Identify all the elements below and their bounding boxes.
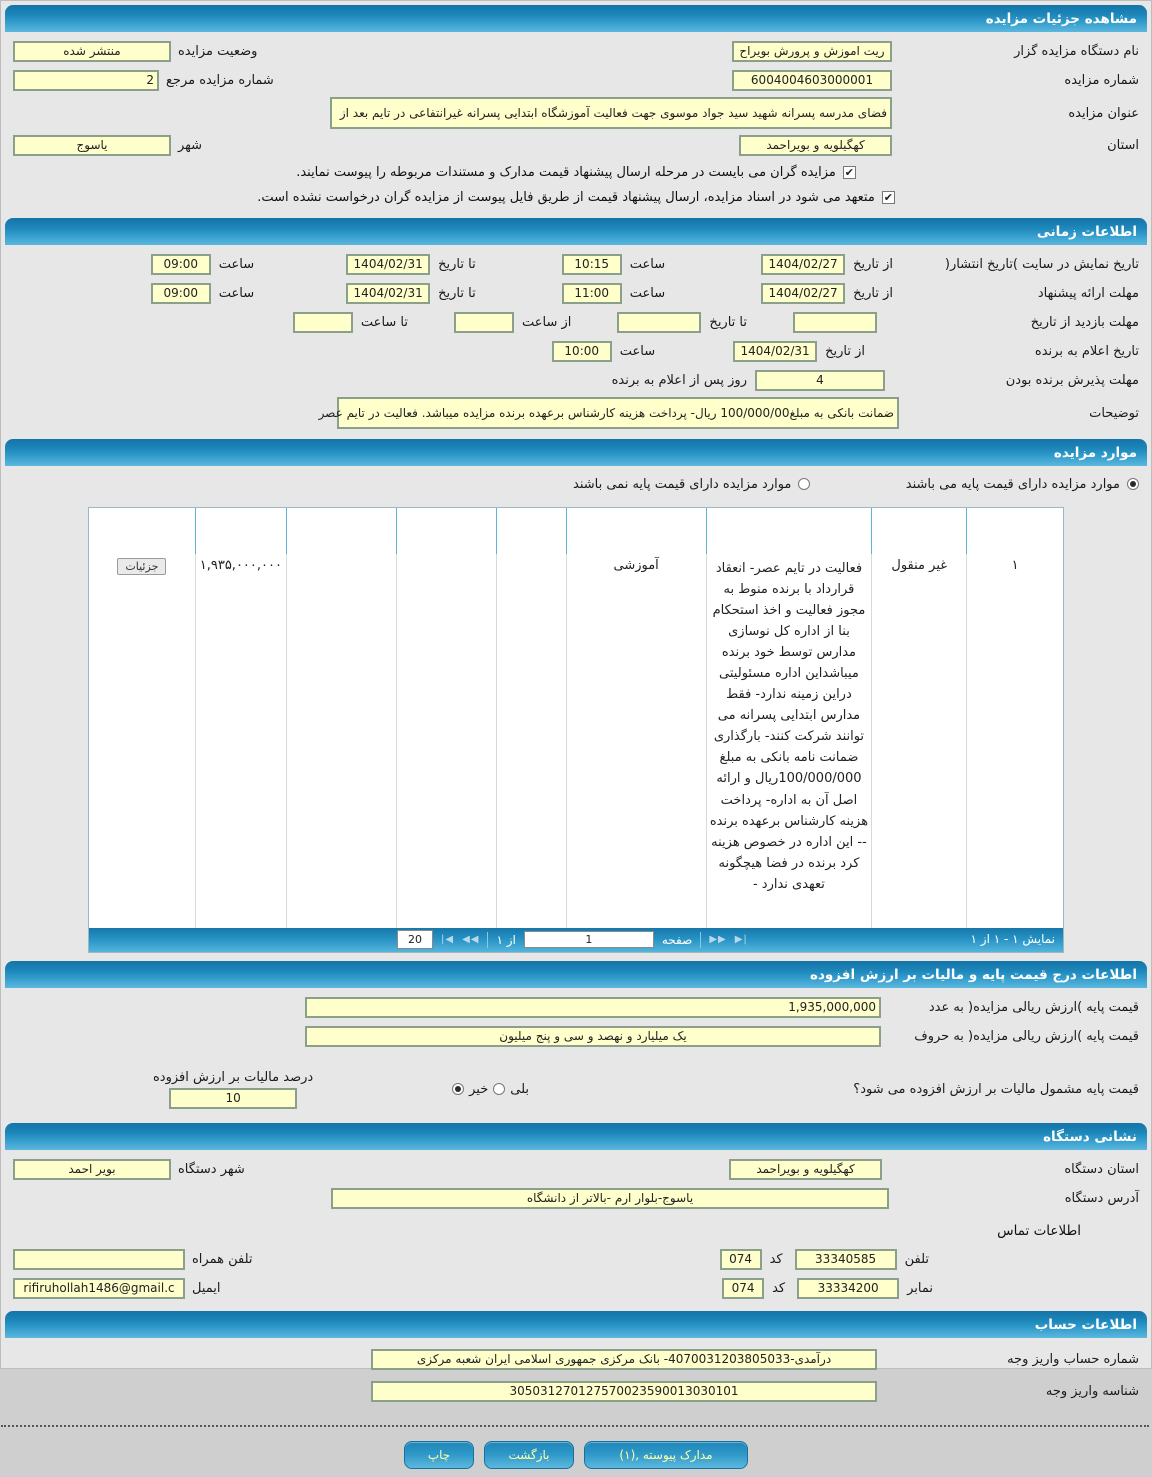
- offer-to-hour-field[interactable]: 09:00: [151, 283, 211, 304]
- pager-last-icon[interactable]: ▶|: [734, 934, 748, 945]
- agency-city-label: شهر دستگاه: [178, 1162, 245, 1177]
- vat-yes-radio[interactable]: [493, 1083, 505, 1095]
- attach-required-note: مزایده گران می بایست در مرحله ارسال پیشنهاد قیمت مدارک و مستندات مربوطه را پیوست نمایند.: [296, 165, 836, 180]
- phone-field[interactable]: 33340585: [795, 1249, 897, 1270]
- page-number-input[interactable]: 1: [524, 931, 654, 948]
- description-label: توضیحات: [1089, 405, 1139, 421]
- price-numeric-field[interactable]: 1,935,000,000: [305, 997, 881, 1018]
- commitment-checkbox[interactable]: [882, 191, 895, 204]
- print-button[interactable]: چاپ: [404, 1441, 474, 1469]
- vat-no-radio[interactable]: [452, 1083, 464, 1095]
- deposit-id-label: شناسه واریز وجه: [1045, 1383, 1139, 1399]
- publish-to-date-field[interactable]: 1404/02/31: [346, 254, 430, 275]
- fax-label: نمابر: [907, 1281, 933, 1296]
- pager-next-icon[interactable]: ▶▶: [709, 934, 727, 945]
- has-base-price-radio[interactable]: [1127, 478, 1139, 490]
- from-hour-label: از ساعت: [522, 315, 572, 330]
- description-field[interactable]: ضمانت بانکی به مبلغ100/000/00 ریال- پرداخت هزینه کارشناس برعهده برنده مزایده میباشد. فعالیت در تایم عصر: [337, 397, 899, 429]
- cell-quantity: [397, 554, 497, 928]
- col-total-price[interactable]: قیمت کل: [195, 508, 286, 554]
- account-section: [1, 1338, 1151, 1477]
- winner-date-field[interactable]: 1404/02/31: [733, 341, 817, 362]
- city-field[interactable]: یاسوج: [13, 135, 171, 156]
- commitment-note: متعهد می شود در اسناد مزایده، ارسال پیشنهاد قیمت از طریق فایل پیوست از مزایده گران درخواست نشده است.: [257, 190, 875, 205]
- phone-code-field[interactable]: 074: [720, 1249, 762, 1270]
- contact-info-title: اطلاعات تماس: [997, 1223, 1081, 1239]
- accept-days-field[interactable]: 4: [755, 370, 885, 391]
- items-section: [1, 466, 1151, 961]
- pager-of-label: از ۱: [496, 932, 516, 947]
- accept-deadline-suffix: روز پس از اعلام به برنده: [611, 373, 747, 388]
- col-unit[interactable]: واحد شمارش: [497, 508, 566, 554]
- phone-label: تلفن: [904, 1252, 929, 1267]
- col-index[interactable]: ردیف: [967, 508, 1063, 554]
- mobile-field[interactable]: [13, 1249, 185, 1270]
- email-field[interactable]: rifiruhollah1486@gmail.c: [13, 1278, 185, 1299]
- vat-percent-field[interactable]: 10: [169, 1088, 297, 1109]
- publish-from-hour-field[interactable]: 10:15: [562, 254, 622, 275]
- col-type[interactable]: نوع: [872, 508, 967, 554]
- hour-label: ساعت: [218, 286, 255, 301]
- price-words-field[interactable]: یک میلیارد و نهصد و سی و پنج میلیون: [305, 1026, 881, 1047]
- general-section: [1, 32, 1151, 218]
- publish-from-date-field[interactable]: 1404/02/27: [761, 254, 845, 275]
- city-label: شهر: [178, 138, 203, 153]
- section-title-view-details: مشاهده جزئیات مزایده: [5, 5, 1147, 32]
- from-date-label: از تاریخ: [853, 286, 893, 301]
- to-date-label: تا تاریخ: [438, 257, 476, 272]
- visit-deadline-label: مهلت بازدید از تاریخ: [1030, 315, 1139, 330]
- no-base-price-label: موارد مزایده دارای قیمت پایه نمی باشند: [573, 476, 792, 492]
- accept-deadline-label: مهلت پذیرش برنده بودن: [1005, 373, 1139, 388]
- ref-number-label: شماره مزایده مرجع: [166, 73, 274, 88]
- pager-separator: [700, 932, 701, 948]
- table-pager: [89, 928, 1063, 952]
- status-field[interactable]: منتشر شده: [13, 41, 171, 62]
- vat-question-label: قیمت پایه مشمول مالیات بر ارزش افزوده می شود؟: [853, 1081, 1139, 1097]
- price-section: [1, 988, 1151, 1123]
- offer-to-date-field[interactable]: 1404/02/31: [346, 283, 430, 304]
- col-view[interactable]: مشاهده: [116, 523, 168, 539]
- from-date-label: از تاریخ: [825, 344, 865, 359]
- vat-yes-label: بلی: [510, 1081, 529, 1097]
- cell-description: فعالیت در تایم عصر- انعقاد قرارداد با برنده منوط به مجوز فعالیت و اخذ استحکام بنا از اداره کل نوسازی مدارس توسط خود برنده میباشداین اداره مسئولیتی دراین زمینه ندارد- فقط مدارس ابتدایی پسرانه می توانند شرکت کنند- بارگذاری ضمانت نامه بانکی به مبلغ 100/000/000ریال و ارائه اصل آن به اداره- پرداخت هزینه کارشناس برعهده برنده -- این اداره در خصوص هزینه کرد برنده در فضا هیچگونه تعهدی ندارد -: [706, 554, 871, 928]
- winner-hour-field[interactable]: 10:00: [552, 341, 612, 362]
- no-base-price-radio[interactable]: [798, 478, 810, 490]
- section-title-account: اطلاعات حساب: [5, 1311, 1147, 1338]
- cell-index: ۱: [967, 554, 1063, 928]
- fax-field[interactable]: 33334200: [797, 1278, 899, 1299]
- pager-first-icon[interactable]: |◀: [441, 934, 455, 945]
- section-title-price: اطلاعات درج قیمت پایه و مالیات بر ارزش افزوده: [5, 961, 1147, 988]
- cell-unit-price: [286, 554, 396, 928]
- check-icon: ✔: [883, 191, 893, 204]
- deposit-account-label: شماره حساب واریز وجه: [1007, 1351, 1139, 1367]
- back-button[interactable]: بازگشت: [484, 1441, 574, 1469]
- hour-label: ساعت: [629, 257, 666, 272]
- agency-province-label: استان دستگاه: [1064, 1162, 1139, 1177]
- publish-to-hour-field[interactable]: 09:00: [151, 254, 211, 275]
- status-label: وضعیت مزایده: [178, 44, 258, 59]
- offer-deadline-label: مهلت ارائه پیشنهاد: [1037, 286, 1139, 301]
- ref-number-field[interactable]: 2: [13, 70, 159, 91]
- phone-code-label: کد: [769, 1252, 783, 1267]
- cell-group: آموزشی: [566, 554, 706, 928]
- agency-field[interactable]: ریت اموزش و پرورش بویراح: [732, 41, 892, 62]
- cell-type: غیر منقول: [872, 554, 967, 928]
- price-words-label: قیمت پایه )ارزش ریالی مزایده( به حروف: [914, 1029, 1139, 1044]
- visit-to-date-field[interactable]: [617, 312, 701, 333]
- auction-title-field[interactable]: فضای مدرسه پسرانه شهید سید جواد موسوی جهت فعالیت آموزشگاه ابتدایی پسرانه غیرانتفاعی در تایم بعد از: [330, 97, 892, 129]
- visit-to-hour-field[interactable]: [293, 312, 353, 333]
- attachments-button[interactable]: مدارک پیوسته ,(۱): [584, 1441, 748, 1469]
- items-table-header-row: [89, 508, 1063, 554]
- vat-no-label: خیر: [469, 1081, 489, 1097]
- vat-percent-label: درصد مالیات بر ارزش افزوده: [153, 1069, 314, 1085]
- pager-separator: [487, 932, 488, 948]
- publish-date-label: تاریخ نمایش در سایت )تاریخ انتشار(: [944, 257, 1139, 272]
- footer-buttons: [1, 1441, 1151, 1469]
- visit-from-date-field[interactable]: [793, 312, 877, 333]
- page-size-select[interactable]: 20: [397, 930, 433, 949]
- col-quantity[interactable]: تعداد/مقدار: [397, 508, 497, 554]
- address-section: [1, 1150, 1151, 1311]
- offer-from-hour-field[interactable]: 11:00: [562, 283, 622, 304]
- hour-label: ساعت: [218, 257, 255, 272]
- check-icon: ✔: [844, 166, 854, 179]
- section-title-time-info: اطلاعات زمانی: [5, 218, 1147, 245]
- offer-from-date-field[interactable]: 1404/02/27: [761, 283, 845, 304]
- fax-code-field[interactable]: 074: [722, 1278, 764, 1299]
- section-title-address: نشانی دستگاه: [5, 1123, 1147, 1150]
- pager-prev-icon[interactable]: ◀◀: [462, 934, 480, 945]
- pager-showing-text: نمایش ۱ - ۱ از ۱: [970, 932, 1055, 946]
- deposit-account-field[interactable]: درآمدی-4070031203805033- بانک مرکزی جمهوری اسلامی ایران شعبه مرکزی: [371, 1349, 877, 1370]
- agency-label: نام دستگاه مزایده گزار: [1014, 44, 1139, 59]
- hour-label: ساعت: [619, 344, 656, 359]
- col-group[interactable]: گروه کالا/نوع کاربری: [566, 508, 706, 554]
- province-field[interactable]: کهگیلویه و بویراحمد: [739, 135, 892, 156]
- province-label: استان: [1107, 138, 1139, 153]
- to-date-label: تا تاریخ: [438, 286, 476, 301]
- email-label: ایمیل: [192, 1281, 221, 1296]
- section-title-items: موارد مزایده: [5, 439, 1147, 466]
- separator: [1, 1425, 1149, 1427]
- table-row: [89, 554, 1063, 928]
- attach-required-checkbox[interactable]: [843, 166, 856, 179]
- col-unit-price[interactable]: قیمت واحد: [286, 508, 396, 554]
- hour-label: ساعت: [629, 286, 666, 301]
- agency-province-field[interactable]: کهگیلویه و بویراحمد: [729, 1159, 882, 1180]
- to-hour-label: تا ساعت: [360, 315, 409, 330]
- agency-address-field[interactable]: یاسوج-بلوار ارم -بالاتر از دانشگاه: [331, 1188, 889, 1209]
- agency-address-label: آدرس دستگاه: [1064, 1191, 1139, 1206]
- cell-total-price: ۱,۹۳۵,۰۰۰,۰۰۰: [195, 554, 286, 928]
- fax-code-label: کد: [772, 1281, 786, 1296]
- mobile-label: تلفن همراه: [192, 1252, 253, 1267]
- from-date-label: از تاریخ: [853, 257, 893, 272]
- to-date-label: تا تاریخ: [709, 315, 747, 330]
- auction-number-field[interactable]: 6004004603000001: [732, 70, 892, 91]
- price-numeric-label: قیمت پایه )ارزش ریالی مزایده( به عدد: [928, 1000, 1139, 1015]
- has-base-price-label: موارد مزایده دارای قیمت پایه می باشند: [905, 476, 1120, 492]
- agency-city-field[interactable]: بویر احمد: [13, 1159, 171, 1180]
- time-section: [1, 245, 1151, 439]
- auction-title-label: عنوان مزایده: [1068, 105, 1139, 121]
- pager-page-label: صفحه: [661, 932, 693, 947]
- cell-unit: [497, 554, 566, 928]
- visit-from-hour-field[interactable]: [454, 312, 514, 333]
- winner-announce-label: تاریخ اعلام به برنده: [1034, 344, 1139, 359]
- col-description[interactable]: شرح: [706, 508, 871, 554]
- deposit-id-field[interactable]: 305031270127570023590013030101: [371, 1381, 877, 1402]
- details-button[interactable]: جزئیات: [117, 558, 166, 575]
- auction-number-label: شماره مزایده: [1064, 73, 1139, 88]
- items-table: [88, 507, 1064, 953]
